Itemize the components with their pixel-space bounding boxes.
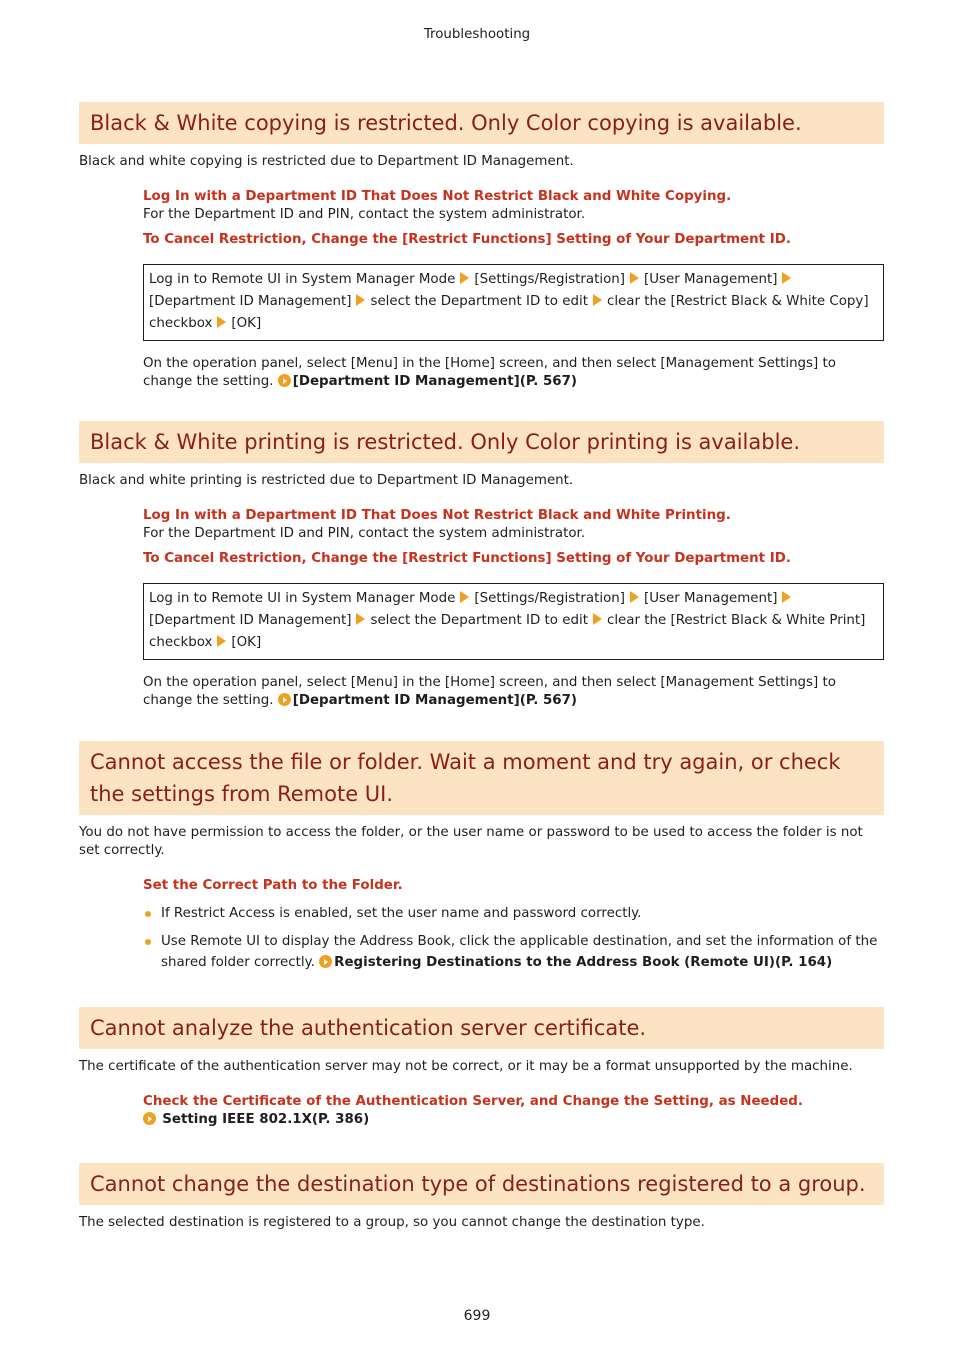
section-bw-printing [79,421,884,711]
section-title: Cannot analyze the authentication server certificate. [79,1007,884,1049]
note [143,355,884,391]
step: Log in to Remote UI in System Manager Mode [149,591,456,607]
link-arrow-icon [278,693,291,706]
section-intro: Black and white printing is restricted due to Department ID Management. [79,473,574,488]
solution-heading: Log In with a Department ID That Does Not Restrict Black and White Copying. [143,189,732,205]
section-file-access [79,741,884,980]
step: clear the [Restrict Black & White Copy] checkbox [149,294,869,332]
section-title: Cannot access the file or folder. Wait a moment and try again, or check the settings from Remote UI. [79,741,884,815]
step: Log in to Remote UI in System Manager Mode [149,272,456,288]
step: [Department ID Management] [149,294,352,310]
solution-heading: To Cancel Restriction, Change the [Restrict Functions] Setting of Your Department ID. [143,551,791,567]
arrow-right-icon [593,613,602,625]
section-bw-copying [79,102,884,392]
arrow-right-icon [356,294,365,306]
step: select the Department ID to edit [370,613,588,629]
step: [OK] [231,316,262,332]
solution-text: For the Department ID and PIN, contact the system administrator. [143,207,586,223]
procedure-box [143,583,884,660]
arrow-right-icon [593,294,602,306]
solution-heading: Log In with a Department ID That Does Not Restrict Black and White Printing. [143,508,731,524]
arrow-right-icon [356,613,365,625]
running-header: Troubleshooting [423,27,531,42]
list-item-text: Use Remote UI to display the Address Book, click the applicable destination, and set the information of the shared folder correctly. [161,934,878,971]
solutions [143,188,884,391]
solution-heading: Check the Certificate of the Authentication Server, and Change the Setting, as Needed. [143,1094,803,1110]
cross-reference-link[interactable]: Registering Destinations to the Address Book (Remote UI)(P. 164) [334,955,833,971]
step: clear the [Restrict Black & White Print] checkbox [149,613,866,651]
cross-reference-link[interactable]: [Department ID Management](P. 567) [292,693,578,709]
link-arrow-icon [319,955,332,968]
section-title: Cannot change the destination type of destinations registered to a group. [79,1163,884,1205]
step: [Settings/Registration] [474,591,625,607]
section-intro: You do not have permission to access the folder, or the user name or password to be used to access the folder is not set correctly. [79,825,863,859]
cross-reference-link[interactable]: Setting IEEE 802.1X(P. 386) [162,1112,370,1128]
section-intro: Black and white copying is restricted due to Department ID Management. [79,154,574,169]
procedure-box [143,264,884,341]
list-item [143,903,884,924]
note [143,674,884,710]
note-text: On the operation panel, select [Menu] in the [Home] screen, and then select [Management Settings] to change the setting. [143,356,836,390]
arrow-right-icon [630,591,639,603]
solutions [143,1093,884,1129]
link-arrow-icon [278,374,291,387]
step: [User Management] [644,272,778,288]
step: [Settings/Registration] [474,272,625,288]
arrow-right-icon [630,272,639,284]
solution-heading: To Cancel Restriction, Change the [Restrict Functions] Setting of Your Department ID. [143,232,791,248]
arrow-right-icon [460,591,469,603]
page-number: 699 [463,1308,491,1324]
step: [Department ID Management] [149,613,352,629]
section-title: Black & White copying is restricted. Only Color copying is available. [79,102,884,144]
solutions [143,877,884,973]
list-item [143,931,884,973]
arrow-right-icon [782,272,791,284]
solution-heading: Set the Correct Path to the Folder. [143,878,403,894]
link-line [143,1111,884,1129]
section-intro: The certificate of the authentication server may not be correct, or it may be a format unsupported by the machine. [79,1059,853,1074]
arrow-right-icon [460,272,469,284]
solution-text: For the Department ID and PIN, contact the system administrator. [143,526,586,542]
arrow-right-icon [217,635,226,647]
step: select the Department ID to edit [370,294,588,310]
cross-reference-link[interactable]: [Department ID Management](P. 567) [292,374,578,390]
note-text: On the operation panel, select [Menu] in the [Home] screen, and then select [Management Settings] to change the setting. [143,675,836,709]
step: [User Management] [644,591,778,607]
solutions [143,507,884,710]
bullet-icon [145,911,151,917]
list-item-text: If Restrict Access is enabled, set the user name and password correctly. [161,906,642,922]
step: [OK] [231,635,262,651]
arrow-right-icon [217,316,226,328]
section-intro: The selected destination is registered to a group, so you cannot change the destination type. [79,1215,705,1230]
section-destination-type [79,1163,884,1232]
bullet-list [143,903,884,973]
link-arrow-icon [143,1112,156,1125]
bullet-icon [145,939,151,945]
section-title: Black & White printing is restricted. Only Color printing is available. [79,421,884,463]
section-auth-certificate [79,1007,884,1129]
arrow-right-icon [782,591,791,603]
